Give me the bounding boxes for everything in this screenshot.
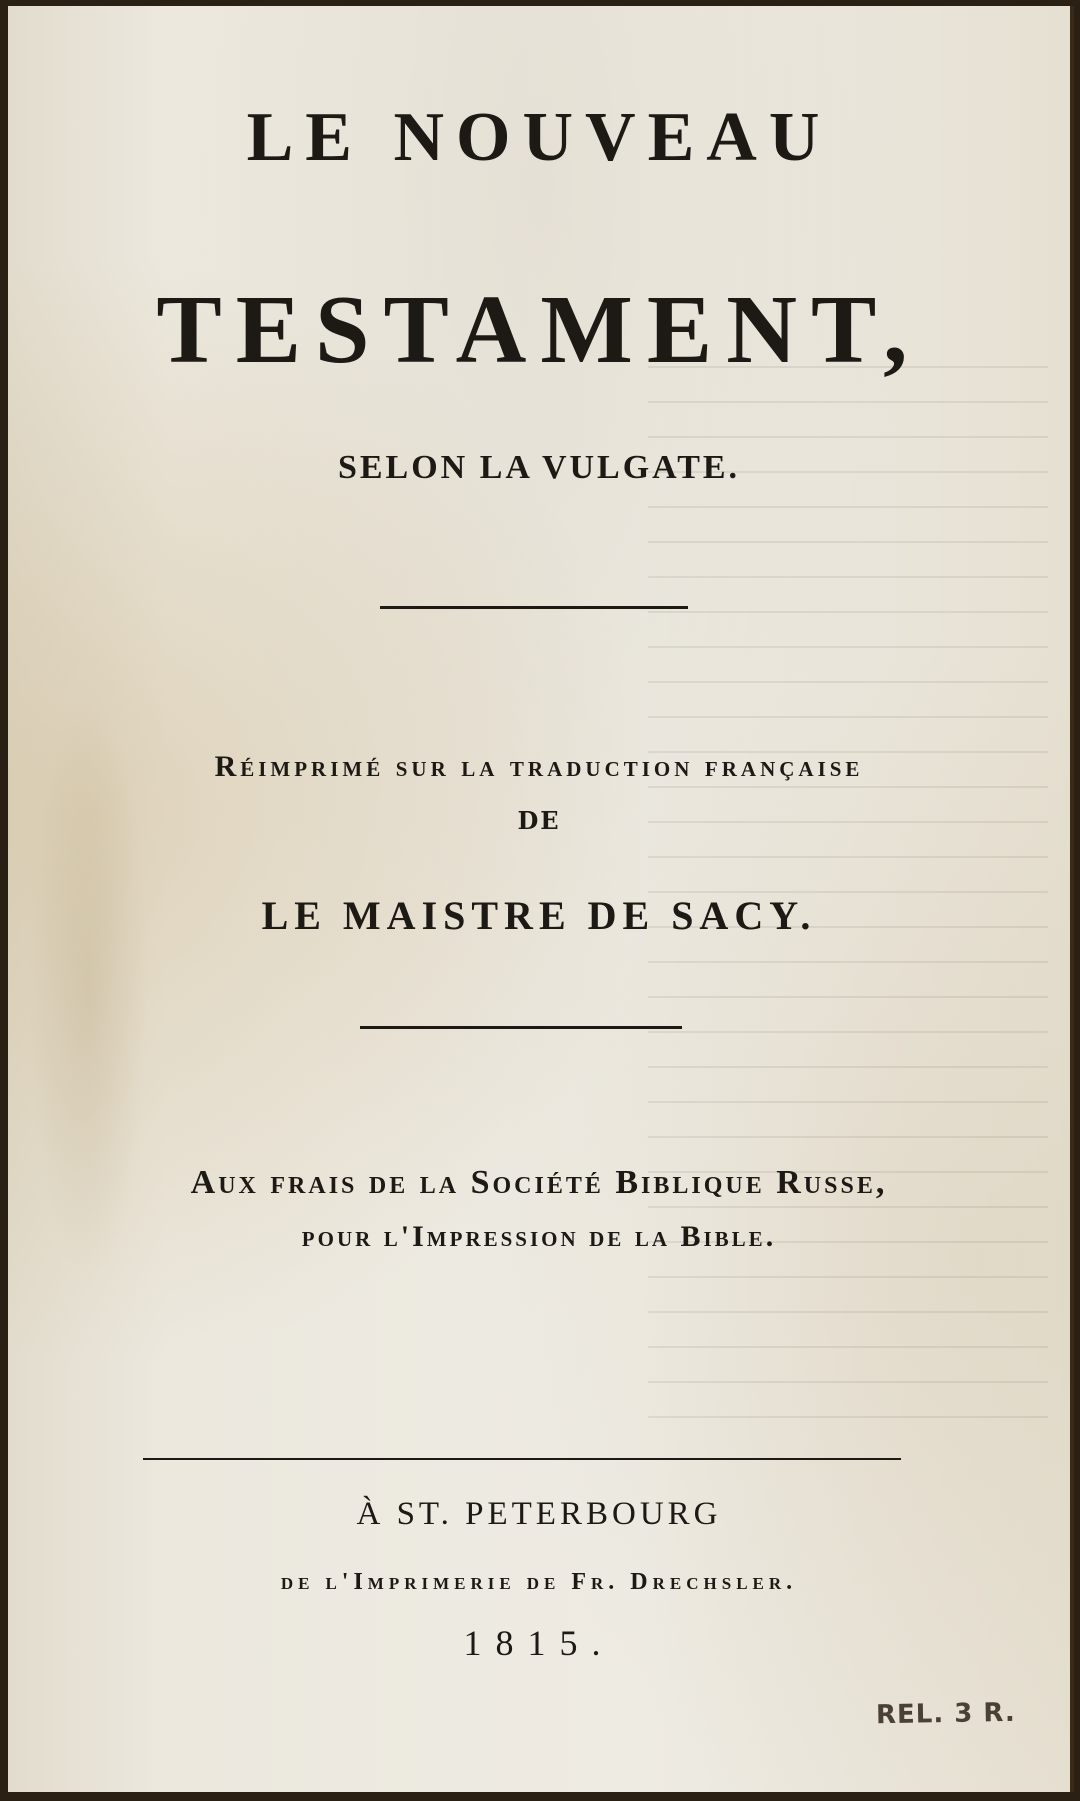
- sponsor-line-1: Aux frais de la Société Biblique Russe,: [190, 1164, 888, 1201]
- reprint-line: Réimprimé sur la traduction française: [214, 750, 864, 783]
- imprint-year: 1815.: [463, 1623, 615, 1663]
- title-page: [8, 6, 1074, 1792]
- divider-rule: [360, 1026, 682, 1029]
- title-line-2: TESTAMENT,: [156, 276, 922, 384]
- sponsor-line-2: pour l'Impreſsion de la Bible.: [301, 1220, 777, 1253]
- reprint-de: DE: [517, 806, 561, 835]
- divider-rule: [380, 606, 688, 609]
- title-line-1: LE NOUVEAU: [246, 99, 832, 176]
- subtitle: SELON LA VULGATE.: [337, 449, 741, 486]
- imprint-place: À ST. PETERBOURG: [356, 1496, 722, 1532]
- divider-rule: [143, 1458, 901, 1460]
- imprint-printer: de l'Imprimerie de Fr. Drechsler.: [280, 1569, 798, 1595]
- author-name: LE MAISTRE DE SACY.: [261, 893, 817, 938]
- shelf-mark-stamp: REL. 3 R.: [875, 1697, 1017, 1731]
